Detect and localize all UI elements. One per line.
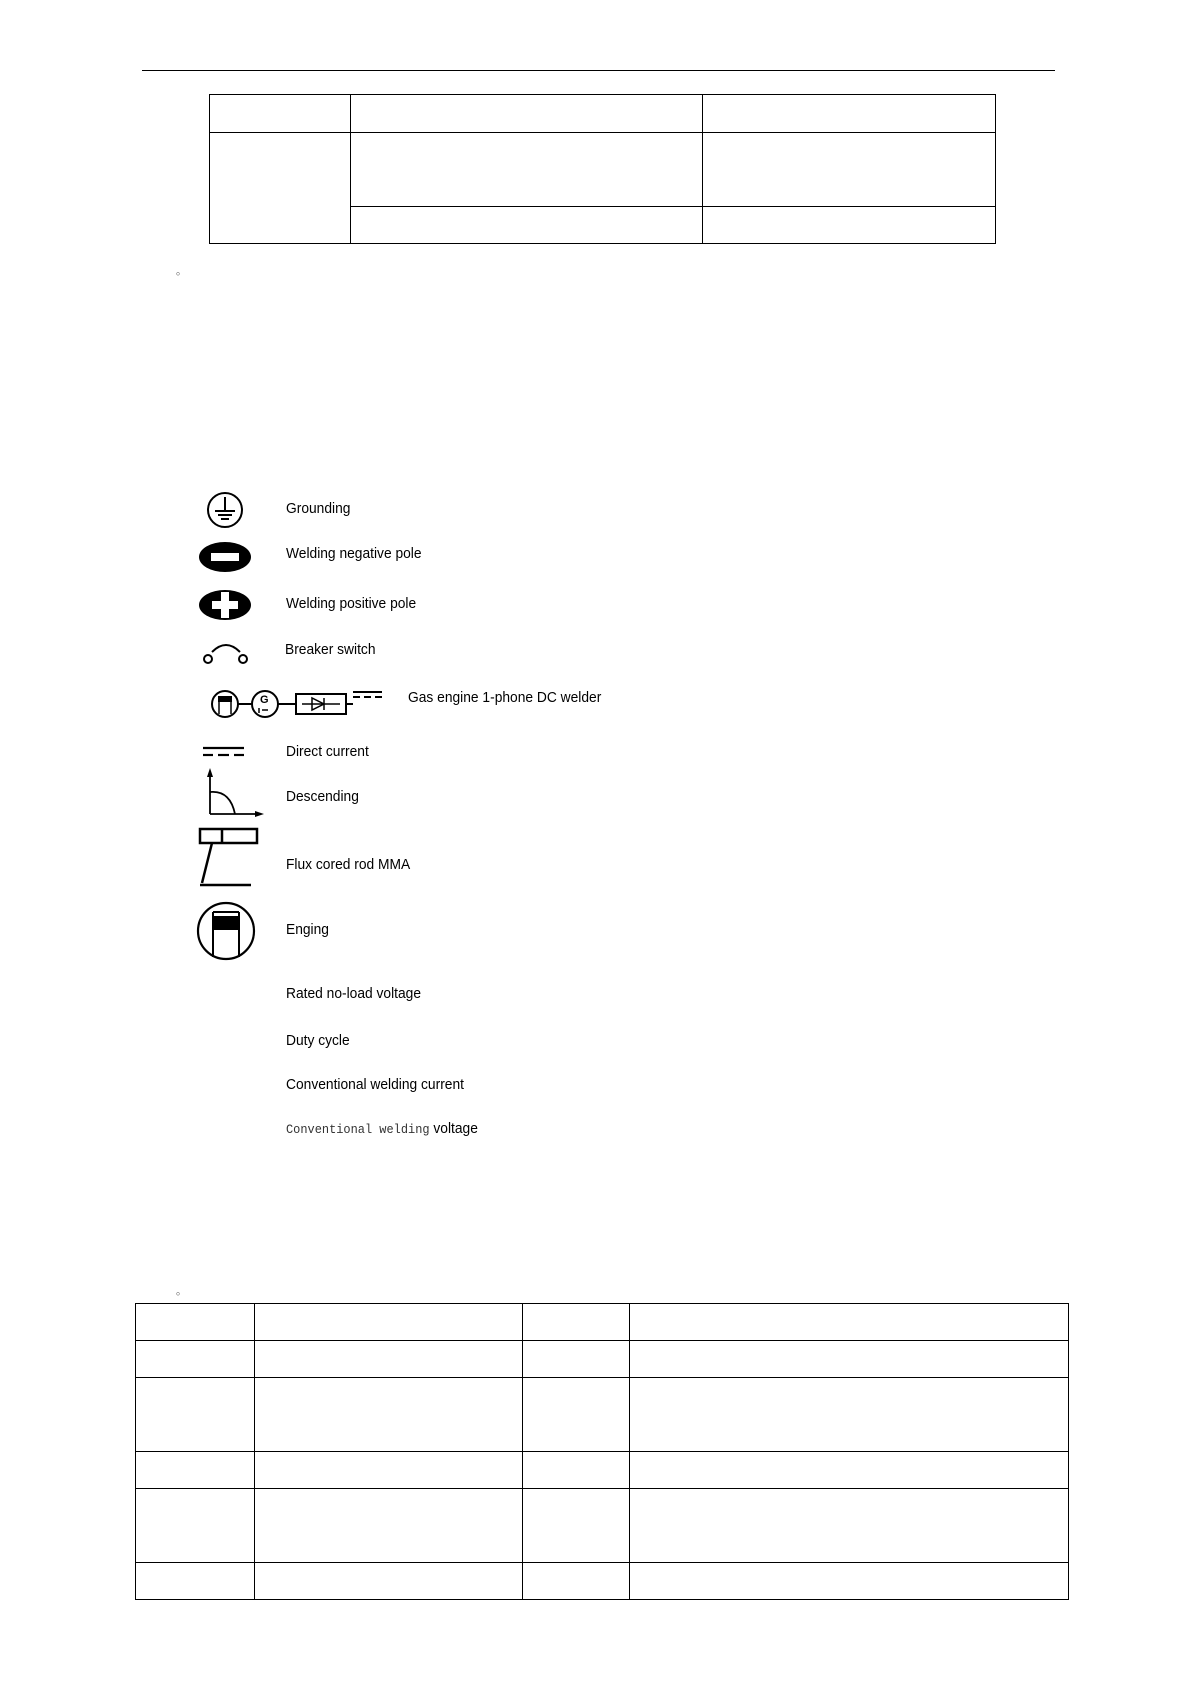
- descending-curve-icon: [200, 768, 266, 818]
- table-cell: [136, 1489, 255, 1563]
- table-cell: [136, 1378, 255, 1452]
- table-cell: [703, 133, 996, 207]
- label-part-1: Conventional welding: [286, 1122, 430, 1137]
- table-row: [136, 1489, 1069, 1563]
- symbol-label-duty-cycle: Duty cycle: [286, 1032, 350, 1049]
- small-mark-2: 。: [176, 1285, 187, 1297]
- direct-current-icon: [203, 745, 245, 759]
- table-cell: [523, 1304, 630, 1341]
- table-cell: [351, 207, 703, 244]
- symbol-label-engine: Enging: [286, 921, 329, 938]
- table-cell: [630, 1563, 1069, 1600]
- symbol-label-flux-cored-rod: Flux cored rod MMA: [286, 856, 411, 873]
- table-cell: [136, 1563, 255, 1600]
- table-row: [210, 95, 996, 133]
- grounding-icon: [205, 490, 245, 530]
- symbol-label-conventional-welding-current: Conventional welding current: [286, 1076, 464, 1093]
- header-rule: [142, 70, 1055, 71]
- table-cell: [523, 1452, 630, 1489]
- table-cell: [630, 1489, 1069, 1563]
- breaker-switch-icon: [200, 638, 252, 666]
- symbol-label-descending: Descending: [286, 788, 359, 805]
- svg-text:G: G: [260, 694, 269, 706]
- table-cell: [255, 1452, 523, 1489]
- flux-cored-rod-icon: [198, 827, 262, 889]
- table-cell: [351, 95, 703, 133]
- symbol-label-grounding: Grounding: [286, 500, 351, 517]
- bottom-table: [135, 1303, 1069, 1600]
- table-row: [136, 1341, 1069, 1378]
- table-cell: [523, 1563, 630, 1600]
- table-cell: [136, 1452, 255, 1489]
- engine-icon: [195, 900, 257, 962]
- label-part-2: voltage: [433, 1120, 478, 1137]
- symbol-label-negative-pole: Welding negative pole: [286, 545, 422, 562]
- table-row: [136, 1304, 1069, 1341]
- table-cell: [630, 1452, 1069, 1489]
- symbol-label-conventional-welding-voltage: [286, 1120, 478, 1137]
- table-cell: [630, 1304, 1069, 1341]
- table-cell: [136, 1341, 255, 1378]
- table-row: [136, 1452, 1069, 1489]
- negative-pole-icon: [198, 541, 252, 573]
- small-mark-1: 。: [176, 265, 187, 277]
- symbol-label-rated-no-load-voltage: Rated no-load voltage: [286, 985, 422, 1002]
- table-cell: [523, 1489, 630, 1563]
- symbol-label-breaker-switch: Breaker switch: [285, 641, 376, 658]
- table-cell: [255, 1489, 523, 1563]
- table-cell: [703, 207, 996, 244]
- table-cell: [210, 95, 351, 133]
- table-row: [210, 133, 996, 207]
- table-row: [136, 1563, 1069, 1600]
- table-cell: [255, 1378, 523, 1452]
- table-cell: [630, 1341, 1069, 1378]
- table-cell: [523, 1378, 630, 1452]
- table-cell: [255, 1304, 523, 1341]
- symbol-label-direct-current: Direct current: [286, 743, 369, 760]
- table-cell: [136, 1304, 255, 1341]
- table-cell: [351, 133, 703, 207]
- table-cell: [523, 1341, 630, 1378]
- table-cell: [255, 1563, 523, 1600]
- top-table: [209, 94, 996, 244]
- table-cell: [210, 133, 351, 244]
- positive-pole-icon: [198, 589, 252, 621]
- symbol-label-gas-engine: Gas engine 1-phone DC welder: [408, 689, 602, 706]
- table-cell: [255, 1341, 523, 1378]
- gas-engine-dc-welder-icon: [210, 684, 386, 720]
- symbol-label-positive-pole: Welding positive pole: [286, 595, 417, 612]
- table-row: [136, 1378, 1069, 1452]
- table-cell: [703, 95, 996, 133]
- table-cell: [630, 1378, 1069, 1452]
